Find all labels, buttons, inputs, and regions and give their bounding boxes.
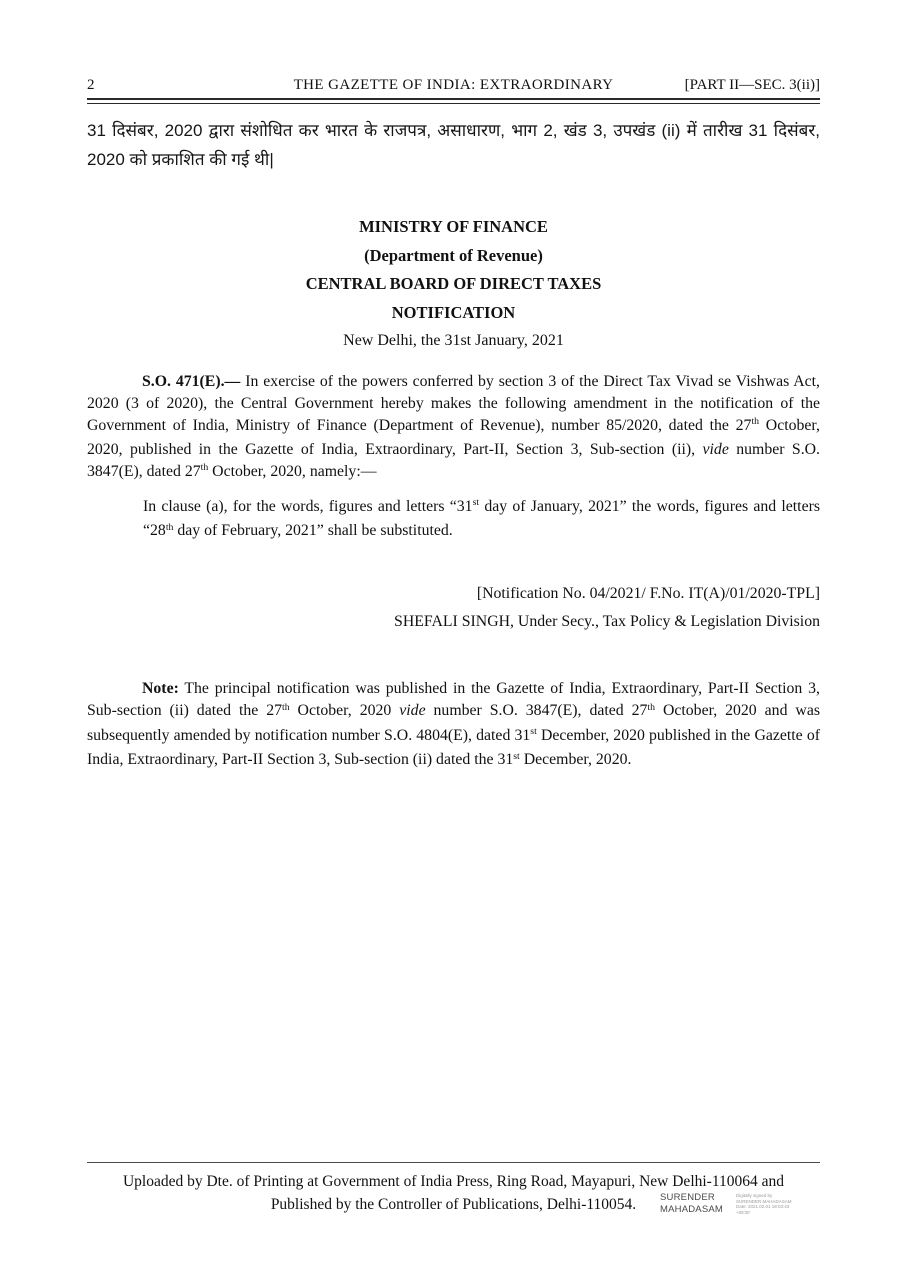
note-paragraph [87, 678, 820, 774]
page-header [87, 0, 820, 96]
note-text-4: October, 2020 and was subsequently amended by notification number S.O. 4804(E), dated 31 [87, 702, 820, 744]
document-headings [87, 213, 820, 356]
footer-line-2: Published by the Controller of Publications, Delhi-110054. [270, 1196, 637, 1213]
notification-number: [Notification No. 04/2021/ F.No. IT(A)/01/2020-TPL] [476, 584, 820, 602]
note-text-5: December, 2020 published in the Gazette of India, Extraordinary, Part-II Section 3, Sub-section (ii) dated the 31 [87, 726, 820, 768]
note-text-1: The principal notification was published in the Gazette of India, Extraordinary, Part-II Section 3, Sub-section (ii) dated the 27 [87, 679, 820, 719]
so-text-4: October, 2020, namely:— [208, 462, 377, 480]
heading-doc-type: NOTIFICATION [391, 302, 516, 322]
heading-board: CENTRAL BOARD OF DIRECT TAXES [305, 274, 602, 293]
signature-details: Digitally signed by SURENDER MAHADASAM Date: 2021.02.01 18:03:43 +05'30' [736, 1193, 792, 1215]
superscript: th [647, 701, 656, 713]
clause-text-2: day of January, 2021” the words, figures and letters “28 [143, 497, 820, 539]
heading-ministry: MINISTRY OF FINANCE [359, 217, 548, 236]
note-text-2: October, 2020 [289, 702, 400, 719]
page-footer [87, 1162, 820, 1216]
vide-italic: vide [702, 440, 729, 458]
superscript: st [530, 726, 537, 738]
so-paragraph [87, 371, 820, 485]
superscript: th [200, 462, 209, 474]
gazette-title: THE GAZETTE OF INDIA: EXTRAORDINARY [293, 77, 614, 93]
so-text-1: In exercise of the powers conferred by section 3 of the Direct Tax Vivad se Vishwas Act, 2020 (3 of 2020), the Central Government hereby makes the following amendment in the notification of the Government of India, Ministry of Finance (Department of Revenue), number 85/2020, dated the 27 [87, 372, 820, 434]
page-content [87, 0, 820, 774]
footer-line-1: Uploaded by Dte. of Printing at Government of India Press, Ring Road, Mayapuri, New Delhi-110064 and [122, 1173, 785, 1190]
so-number: S.O. 471(E).— [142, 372, 241, 390]
note-text-3: number S.O. 3847(E), dated 27 [425, 702, 648, 719]
clause-text-3: day of February, 2021” shall be substituted. [173, 522, 453, 539]
digital-signature-stamp [660, 1192, 794, 1215]
so-text-3: number S.O. 3847(E), dated 27 [87, 440, 821, 480]
clause-paragraph [143, 496, 820, 545]
signatory-line: SHEFALI SINGH, Under Secy., Tax Policy & Legislation Division [394, 612, 820, 630]
superscript: st [472, 497, 480, 509]
hindi-intro-paragraph: 31 दिसंबर, 2020 द्वारा संशोधित कर भारत के राजपत्र, असाधारण, भाग 2, खंड 3, उपखंड (ii) में तारीख 31 दिसंबर, 2020 को प्रकाशित की गई थी| [87, 121, 820, 169]
heading-department: (Department of Revenue) [364, 245, 543, 265]
superscript: st [513, 750, 520, 762]
superscript: th [751, 416, 760, 428]
footer-rule [87, 1162, 820, 1163]
vide-italic: vide [399, 702, 426, 719]
page-number: 2 [87, 77, 95, 93]
heading-dateline: New Delhi, the 31st January, 2021 [343, 332, 564, 349]
note-label: Note: [142, 679, 179, 697]
note-text-6: December, 2020. [519, 751, 632, 768]
header-double-rule [87, 98, 820, 104]
so-text-2: October, 2020, published in the Gazette of India, Extraordinary, Part-II, Section 3, Sub-section (ii), [87, 416, 820, 458]
signature-name: SURENDER MAHADASAM [660, 1192, 724, 1215]
superscript: th [282, 701, 290, 713]
part-section-label: [PART II—SEC. 3(ii)] [684, 77, 820, 93]
superscript: th [165, 521, 174, 533]
clause-text-1: In clause (a), for the words, figures and letters “31 [143, 497, 473, 515]
